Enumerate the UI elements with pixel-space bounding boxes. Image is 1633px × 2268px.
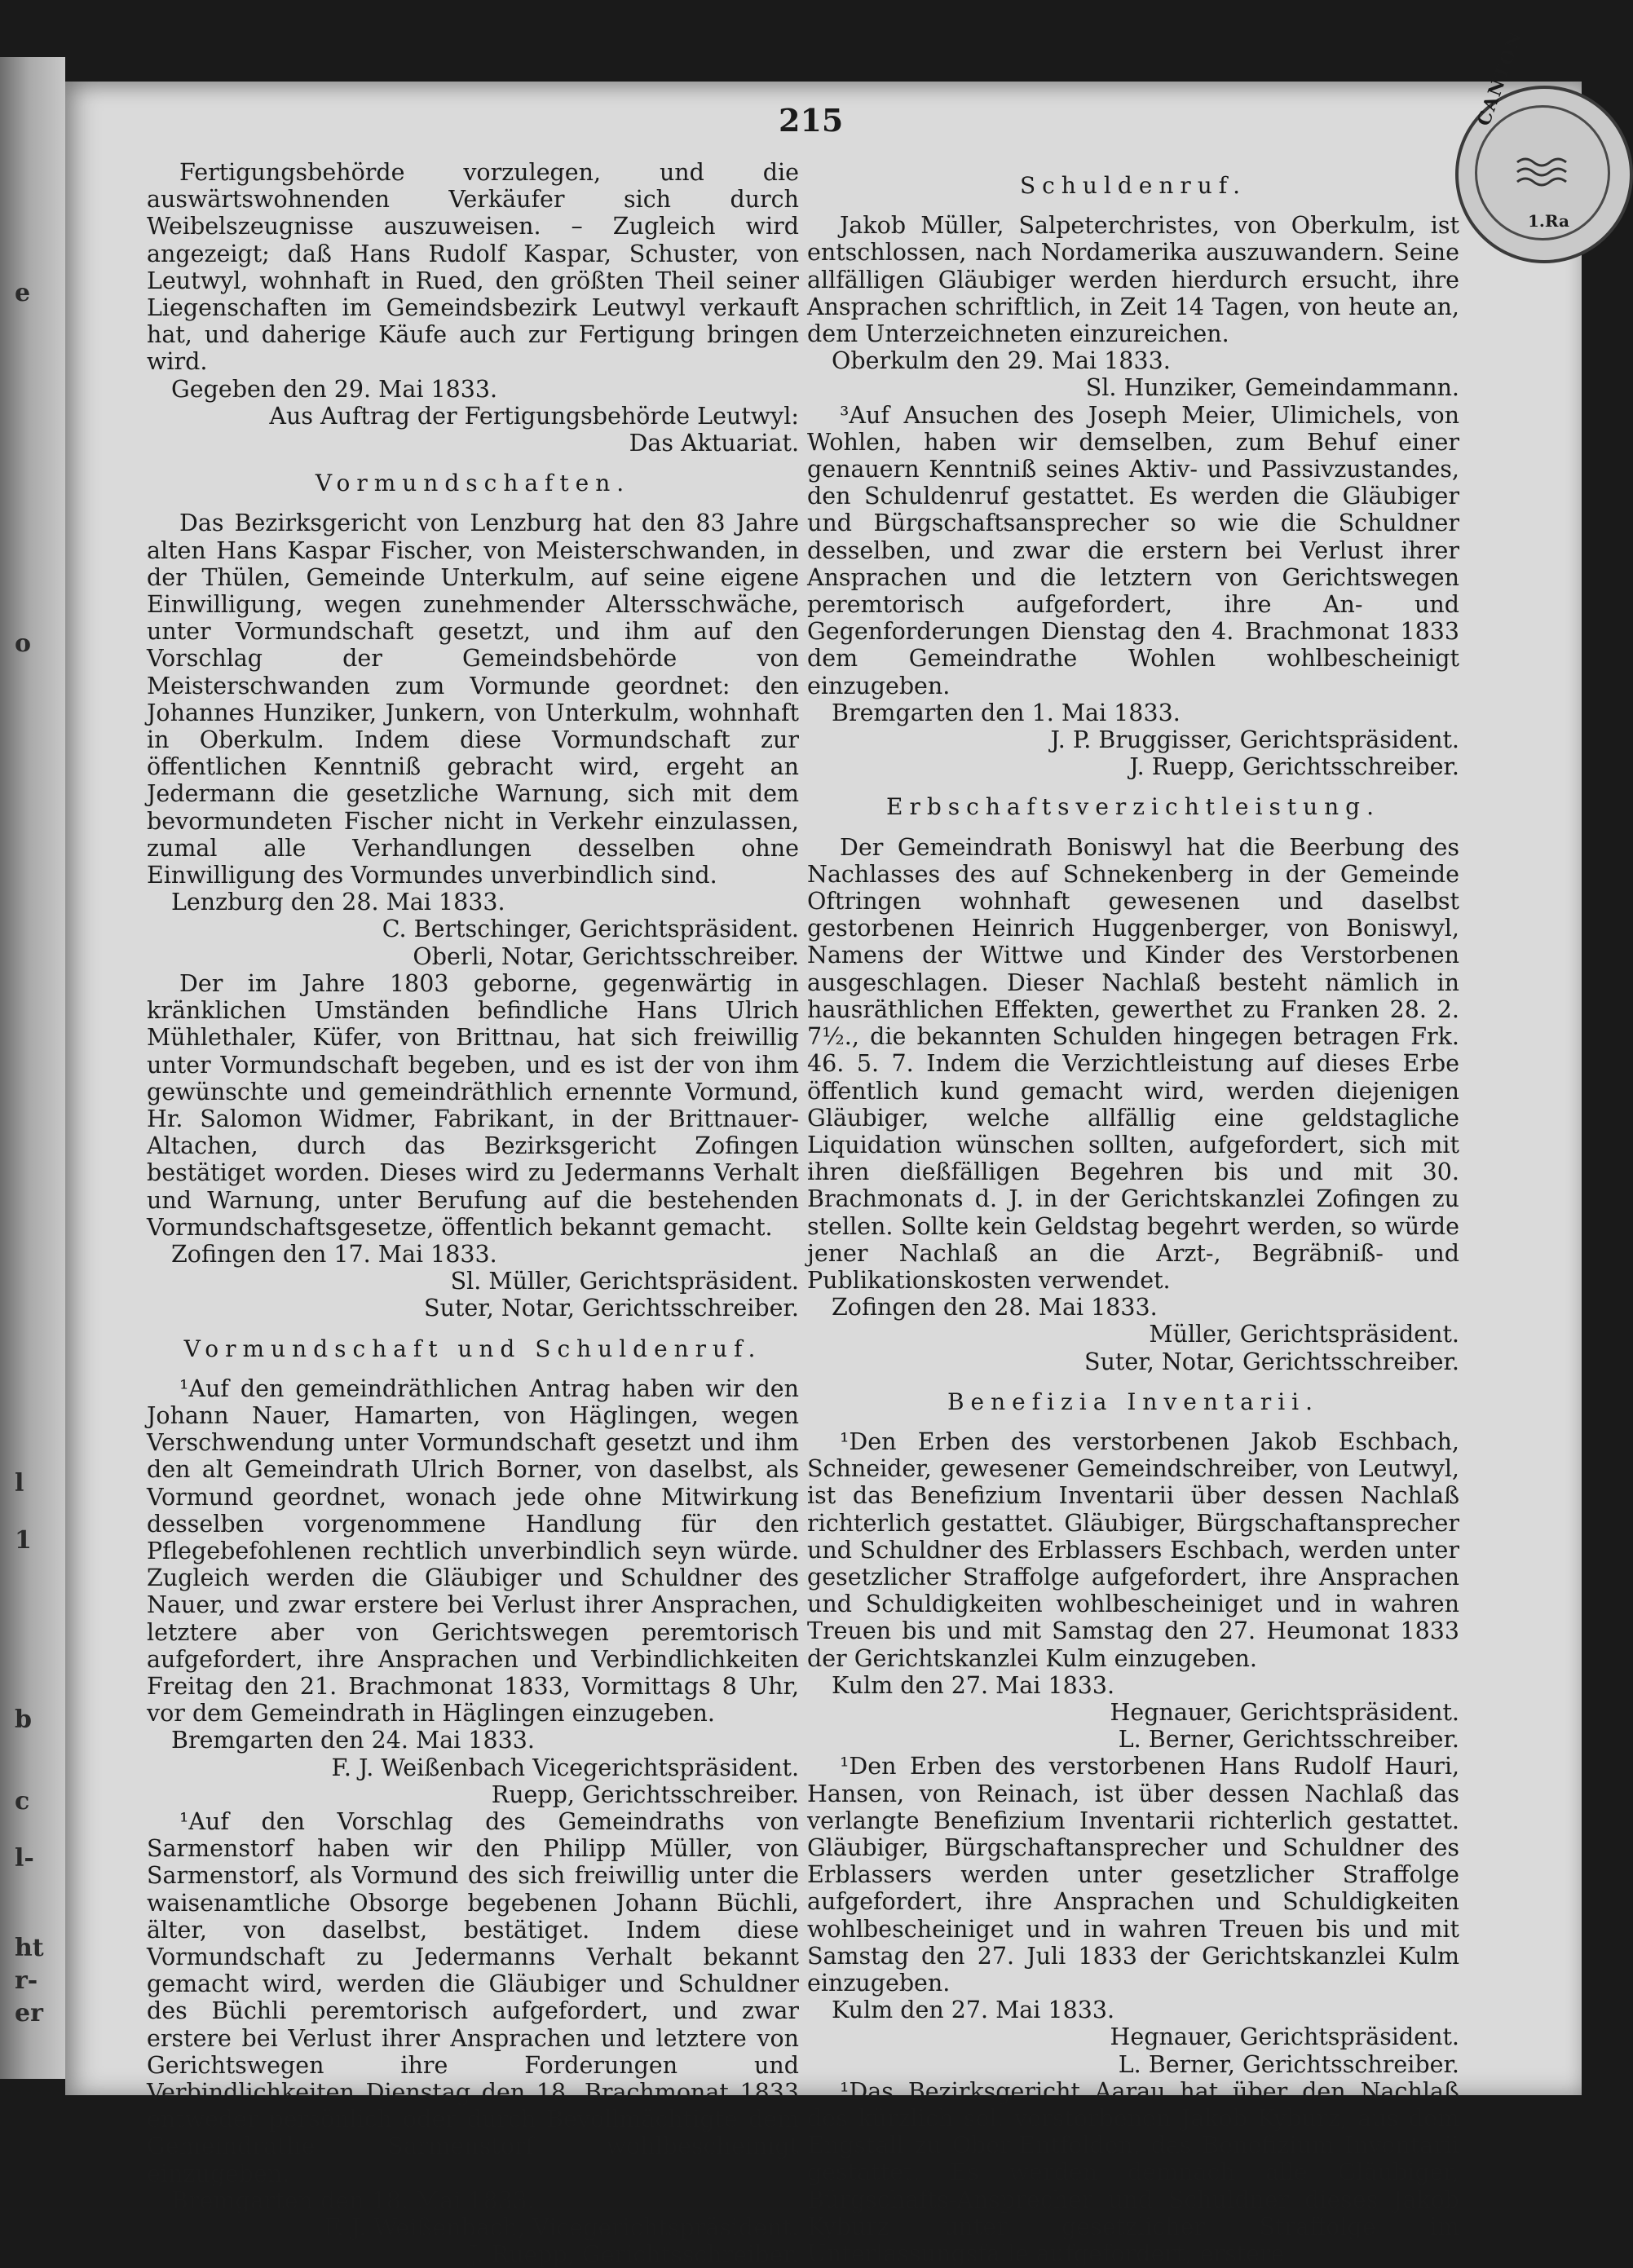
notice-signature: Aus Auftrag der Fertigungsbehörde Leutwyl: [269, 402, 799, 430]
prev-page-fragment: er [15, 1999, 43, 2028]
notice-signature: Müller, Gerichtspräsident. [1149, 1321, 1459, 1348]
prev-page-fragment: e [15, 279, 31, 307]
stamp-emblem-icon [1516, 154, 1573, 187]
notice-dateline: Oberkulm den 29. Mai 1833. [832, 347, 1171, 375]
notice-signature: Ruepp, Gerichtsschreiber. [491, 1780, 799, 1808]
notice-signature: Sl. Hunziker, Gemeindammann. [1085, 374, 1459, 402]
section-title: Vormundschaft und Schuldenruf. [183, 1335, 762, 1362]
prev-page-fragment: b [15, 1705, 32, 1734]
notice-signature: F. J. Weißenbach, Vicegerichtspräsident. [324, 2214, 799, 2242]
notice-signature: Suter, Notar, Gerichtsschreiber. [424, 1295, 799, 1322]
notice-signature: C. Bertschinger, Gerichtspräsident. [382, 916, 799, 943]
page-number: 215 [779, 102, 844, 139]
notice-signature: J. P. Bruggisser, Gerichtspräsident. [1050, 726, 1459, 754]
prev-page-fragment: r- [15, 1966, 38, 1995]
notice-signature: Oberli, Notar, Gerichtsschreiber. [413, 942, 799, 970]
notice-paragraph: Das Bezirksgericht von Lenzburg hat den 83 Jahre alten Hans Kaspar Fischer, von Meisterschwanden, in der Thülen, Gemeinde Unterkulm, auf seine eigene Einwilligung, wegen zunehmender Altersschwäche, unter Vormundschaft gesetzt, und ihm auf den Vorschlag der Gemeindsbehörde von Meisterschwanden zum Vormunde geordnet: den Johannes Hunziker, Junkern, von Unterkulm, wohnhaft in Oberkulm. Indem diese Vormundschaft zur öffentlichen Kenntniß gebracht wird, ergeht an Jedermann die gesetzliche Warnung, sich mit dem bevormundeten Fischer nicht in Verkehr einzulassen, zumal alle Verhandlungen desselben ohne Einwilligung des Vormundes unverbindlich sind. [147, 510, 799, 889]
notice-dateline: Zofingen den 17. Mai 1833. [171, 1240, 497, 1268]
notice-dateline: Kulm den 27. Mai 1833. [832, 1671, 1115, 1699]
prev-page-fragment: o [15, 629, 32, 658]
notice-paragraph: ¹Auf den gemeindräthlichen Antrag haben wir den Johann Nauer, Hamarten, von Häglingen, wegen Verschwendung unter Vormundschaft gesetzt und ihm den alt Gemeindrath Ulrich Borner, von daselbst, als Vormund geordnet, wonach jede ohne Mitwirkung desselben vorgenommene Handlung für den Pflegebefohlenen rechtlich unverbindlich seyn würde. Zugleich werden die Gläubiger und Schuldner des Nauer, und zwar erstere bei Verlust ihrer Ansprachen, letztere aber von Gerichtswegen peremtorisch aufgefordert, ihre Ansprachen und Verbindlichkeiten Freitag den 21. Brachmonat 1833, Vormittags 8 Uhr, vor dem Gemeindrath in Häglingen einzugeben. [147, 1374, 799, 1727]
notice-paragraph: ¹Auf den Vorschlag des Gemeindraths von Sarmenstorf haben wir den Philipp Müller, von Sarmenstorf, als Vormund des sich freiwillig unter die waisenamtliche Obsorge begebenen Johann Büchli, älter, von daselbst, bestätiget. Indem diese Vormundschaft zu Jedermanns Verhalt bekannt gemacht wird, werden die Gläubiger und Schuldner des Büchli peremtorisch aufgefordert, und zwar erstere bei Verlust ihrer Ansprachen und letztere von Gerichtswegen ihre Forderungen und Verbindlichkeiten Dienstag den 18. Brachmonat 1833 entweder persönlich oder durch Bevollmächtigte dem Gemeindrathe Sarmenstorf wohlbescheinigt einzugeben. [147, 1807, 799, 2187]
notice-paragraph: Fertigungsbehörde vorzulegen, und die auswärtswohnenden Verkäufer sich durch Weibelszeugnisse auszuweisen. – Zugleich wird angezeigt; daß Hans Rudolf Kaspar, Schuster, von Leutwyl, wohnhaft in Rued, den größten Theil seiner Liegenschaften im Gemeindsbezirk Leutwyl verkauft hat, und daherige Käufe auch zur Fertigung bringen wird. [147, 159, 799, 376]
prev-page-fragment: ht [15, 1934, 44, 1962]
right-column [807, 159, 1459, 2267]
notice-signature: L. Berner, Gerichtsschreiber. [1118, 1726, 1459, 1754]
prev-page-fragment: 1 [15, 1526, 32, 1555]
section-title: Erbschaftsverzichtleistung. [886, 793, 1380, 821]
previous-page-edge [0, 57, 65, 2079]
notice-paragraph: ¹Das Bezirksgericht Aarau hat über den Nachlaß des kürzlich sel. verstorbenen Jakob Kyburz, aus dem Engstall zu Ober-Entfelden, das Benefizium Inventarii gestattet. Es werden demnach alle Gläubiger, Bürgschafts-Ansprecher und Schuldner dieses Jakob Kyburz unter gesetzlicher Straffolge im Unterlassungsfalle aufgefordert, erstere [807, 2077, 1459, 2268]
notice-signature: L. Berner, Gerichtsschreiber. [1118, 2050, 1459, 2078]
notice-signature: Suter, Notar, Gerichtsschreiber. [1084, 1348, 1459, 1375]
section-title: Schuldenruf. [1019, 172, 1247, 199]
notice-paragraph: Der Gemeindrath Boniswyl hat die Beerbung des Nachlasses des auf Schnekenberg in der Gemeinde Oftringen wohnhaft gewesenen und daselbst gestorbenen Heinrich Huggenberger, von Boniswyl, Namens der Wittwe und Kinder des Verstorbenen ausgeschlagen. Dieser Nachlaß besteht nämlich in hausräthlichen Effekten, gewerthet zu Franken 28. 2. 7½., die bekannten Schulden hingegen betragen Frk. 46. 5. 7. Indem die Verzichtleistung auf dieses Erbe öffentlich kund gemacht wird, werden diejenigen Gläubiger, welche allfällig eine geldstagliche Liquidation wünschen sollten, aufgefordert, sich mit ihren dießfälligen Begehren bis und mit 30. Brachmonats d. J. in der Gerichtskanzlei Zofingen zu stellen. Sollte kein Geldstag begehrt werden, so würde jener Nachlaß an die Arzt-, Begräbniß- und Publikationskosten verwendet. [807, 833, 1459, 1294]
notice-dateline: Gegeben den 29. Mai 1833. [171, 375, 498, 403]
notice-dateline: Bremgarten den 18. Mai 1833. [171, 2186, 535, 2214]
notice-dateline: Zofingen den 28. Mai 1833. [832, 1294, 1158, 1322]
notice-paragraph: Jakob Müller, Salpeterchristes, von Oberkulm, ist entschlossen, nach Nordamerika auszuwandern. Seine allfälligen Gläubiger werden hierdurch ersucht, ihre Ansprachen schriftlich, in Zeit 14 Tagen, von heute an, dem Unterzeichneten einzureichen. [807, 212, 1459, 348]
notice-signature: F. J. Weißenbach Vicegerichtspräsident. [331, 1754, 799, 1781]
notice-signature: Das Aktuariat. [629, 430, 799, 457]
prev-page-fragment: l [15, 1469, 24, 1498]
library-stamp [1455, 28, 1633, 263]
notice-dateline: Bremgarten den 1. Mai 1833. [832, 699, 1181, 726]
stamp-top-text: CANTON [1473, 28, 1528, 129]
section-title: Benefizia Inventarii. [947, 1388, 1320, 1415]
left-column [147, 159, 799, 2268]
prev-page-fragment: c [15, 1787, 30, 1816]
notice-dateline: Bremgarten den 24. Mai 1833. [171, 1727, 535, 1754]
notice-paragraph: ¹Den Erben des verstorbenen Jakob Eschbach, Schneider, gewesener Gemeindschreiber, von Leutwyl, ist das Benefizium Inventarii über dessen Nachlaß richterlich gestattet. Gläubiger, Bürgschaftansprecher und Schuldner des Erblassers Eschbach, werden unter gesetzlicher Straffolge aufgefordert, ihre Ansprachen und Schuldigkeiten wohlbescheiniget und in wahren Treuen bis und mit Samstag den 27. Heumonat 1833 der Gerichtskanzlei Kulm einzugeben. [807, 1427, 1459, 1672]
notice-signature: Sl. Müller, Gerichtspräsident. [450, 1268, 799, 1295]
notice-signature: Hegnauer, Gerichtspräsident. [1110, 2023, 1459, 2051]
stamp-bottom-text: 1.Ra [1528, 211, 1569, 231]
notice-paragraph: ¹Den Erben des verstorbenen Hans Rudolf Hauri, Hansen, von Reinach, ist über dessen Nachlaß das verlangte Benefizium Inventarii richterlich gestattet. Gläubiger, Bürgschaftansprecher und Schuldner des Erblassers werden unter gesetzlicher Straffolge aufgefordert, ihre Ansprachen und Schuldigkeiten wohlbescheiniget und in wahren Treuen bis und mit Samstag den 27. Juli 1833 der Gerichtskanzlei Kulm einzugeben. [807, 1753, 1459, 1997]
notice-signature: J. Ruepp, Gerichtsschreiber. [1129, 753, 1459, 781]
notice-dateline: Kulm den 27. Mai 1833. [832, 1997, 1115, 2024]
section-title: Vormundschaften. [315, 470, 631, 497]
prev-page-fragment: l- [15, 1844, 34, 1873]
notice-paragraph: ³Auf Ansuchen des Joseph Meier, Ulimichels, von Wohlen, haben wir demselben, zum Behuf einer genauern Kenntniß seines Aktiv- und Passivzustandes, den Schuldenruf gestattet. Es werden die Gläubiger und Bürgschaftsansprecher so wie die Schuldner desselben, und zwar die erstern bei Verlust ihrer Ansprachen und die letztern von Gerichtswegen peremtorisch aufgefordert, ihre An- und Gegenforderungen Dienstag den 4. Brachmonat 1833 dem Gemeindrathe Wohlen wohlbescheinigt einzugeben. [807, 401, 1459, 699]
notice-dateline: Lenzburg den 28. Mai 1833. [171, 889, 505, 916]
notice-signature: J. Ruepp, Gerichtsschreiber. [469, 2241, 799, 2268]
notice-paragraph: Der im Jahre 1803 geborne, gegenwärtig in kränklichen Umständen befindliche Hans Ulrich Mühlethaler, Küfer, von Brittnau, hat sich freiwillig unter Vormundschaft begeben, und es ist der von ihm gewünschte und gemeindräthlich ernennte Vormund, Hr. Salomon Widmer, Fabrikant, in der Brittnauer-Altachen, durch das Bezirksgericht Zofingen bestätiget worden. Dieses wird zu Jedermanns Verhalt und Warnung, unter Berufung auf die bestehenden Vormundschaftsgesetze, öffentlich bekannt gemacht. [147, 969, 799, 1241]
notice-signature: Hegnauer, Gerichtspräsident. [1110, 1698, 1459, 1726]
